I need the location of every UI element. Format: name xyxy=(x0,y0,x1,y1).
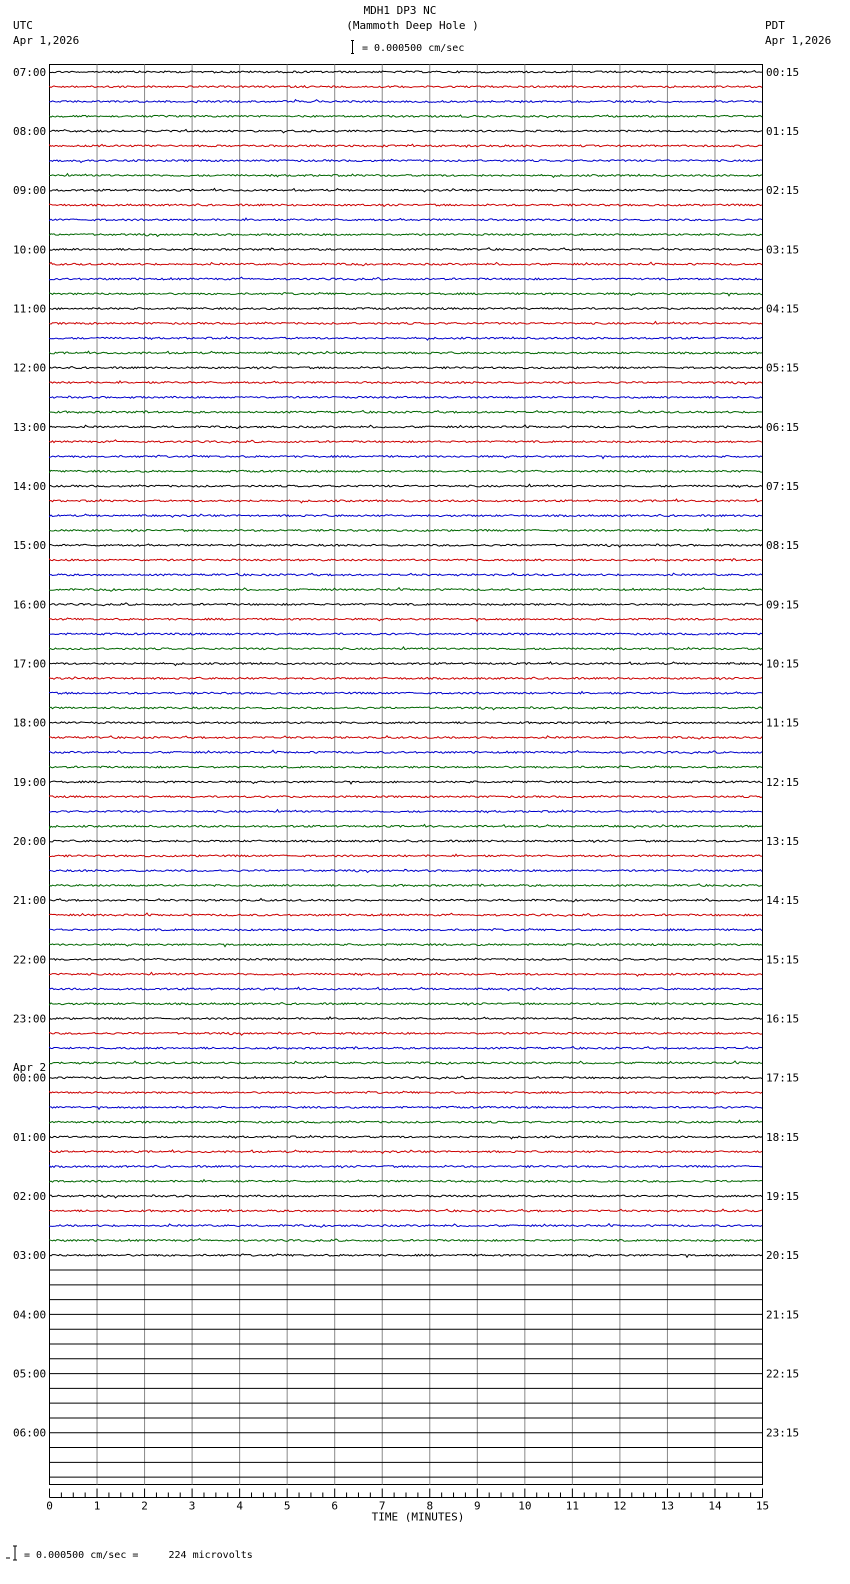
x-tick-label: 3 xyxy=(188,1499,196,1513)
right-hour-label: 16:15 xyxy=(766,1012,800,1026)
trace-65 xyxy=(50,1032,763,1035)
trace-72 xyxy=(50,1136,763,1139)
right-hour-label: 00:15 xyxy=(766,65,800,79)
x-tick-label: 12 xyxy=(613,1499,627,1513)
right-hour-label: 11:15 xyxy=(766,716,800,730)
x-tick-label: 14 xyxy=(708,1499,722,1513)
trace-80 xyxy=(50,1254,763,1257)
right-hour-label: 09:15 xyxy=(766,598,800,612)
right-hour-label: 07:15 xyxy=(766,480,800,494)
trace-58 xyxy=(50,929,763,931)
right-hour-label: 12:15 xyxy=(766,775,800,789)
trace-15 xyxy=(50,293,763,296)
x-tick-label: 4 xyxy=(236,1499,243,1513)
right-hour-label: 10:15 xyxy=(766,657,800,671)
trace-67 xyxy=(50,1061,763,1065)
footer-scale-icon xyxy=(5,1545,19,1561)
trace-10 xyxy=(50,218,763,221)
trace-2 xyxy=(50,100,763,103)
left-hour-label: 06:00 xyxy=(13,1426,47,1440)
right-hour-label: 13:15 xyxy=(766,835,800,849)
trace-69 xyxy=(50,1091,763,1094)
left-hour-label: 15:00 xyxy=(13,539,47,553)
right-hour-label: 21:15 xyxy=(766,1308,800,1322)
x-tick-label: 11 xyxy=(565,1499,579,1513)
trace-7 xyxy=(50,174,763,178)
trace-28 xyxy=(50,484,763,487)
trace-0 xyxy=(50,71,763,73)
trace-35 xyxy=(50,588,763,592)
trace-40 xyxy=(50,662,763,666)
x-tick-label: 1 xyxy=(93,1499,101,1513)
trace-51 xyxy=(50,825,763,829)
right-date: Apr 1,2026 xyxy=(765,34,832,47)
trace-55 xyxy=(50,884,763,887)
left-hour-label: 20:00 xyxy=(13,835,47,849)
right-hour-label: 19:15 xyxy=(766,1190,800,1204)
left-hour-label: 18:00 xyxy=(13,716,47,730)
left-hour-label: 08:00 xyxy=(13,125,47,139)
trace-30 xyxy=(50,514,763,517)
trace-3 xyxy=(50,115,763,118)
trace-47 xyxy=(50,766,763,768)
trace-8 xyxy=(50,188,763,191)
trace-26 xyxy=(50,455,763,458)
trace-29 xyxy=(50,499,763,503)
x-tick-label: 6 xyxy=(331,1499,339,1513)
left-hour-label: 01:00 xyxy=(13,1130,47,1144)
left-hour-label: 02:00 xyxy=(13,1190,47,1204)
left-hour-label: 17:00 xyxy=(13,657,47,671)
station-code: MDH1 DP3 NC xyxy=(363,4,437,17)
trace-63 xyxy=(50,1003,763,1006)
right-hour-label: 02:15 xyxy=(766,184,800,198)
trace-4 xyxy=(50,129,763,132)
trace-79 xyxy=(50,1239,763,1242)
station-name: (Mammoth Deep Hole ) xyxy=(346,19,479,32)
x-tick-label: 7 xyxy=(378,1499,386,1513)
trace-13 xyxy=(50,262,763,266)
trace-24 xyxy=(50,425,763,429)
trace-61 xyxy=(50,972,763,976)
left-hour-label: 09:00 xyxy=(13,184,47,198)
x-axis-title: TIME (MINUTES) xyxy=(371,1510,465,1524)
right-hour-label: 05:15 xyxy=(766,361,800,375)
date-change-label: Apr 2 xyxy=(13,1061,47,1074)
trace-57 xyxy=(50,913,763,916)
trace-25 xyxy=(50,440,763,443)
trace-18 xyxy=(50,337,763,340)
right-hour-label: 20:15 xyxy=(766,1249,800,1263)
trace-11 xyxy=(50,233,763,236)
x-tick-label: 2 xyxy=(141,1499,148,1513)
trace-64 xyxy=(50,1017,763,1020)
trace-59 xyxy=(50,944,763,947)
trace-9 xyxy=(50,204,763,207)
x-tick-label: 9 xyxy=(473,1499,481,1513)
trace-71 xyxy=(50,1120,763,1123)
trace-41 xyxy=(50,677,763,680)
left-timezone: UTC xyxy=(13,19,33,32)
trace-12 xyxy=(50,248,763,251)
trace-52 xyxy=(50,840,763,843)
trace-36 xyxy=(50,603,763,606)
trace-77 xyxy=(50,1209,763,1212)
trace-14 xyxy=(50,277,763,280)
left-hour-label: 11:00 xyxy=(13,302,47,316)
trace-54 xyxy=(50,869,763,872)
right-hour-label: 06:15 xyxy=(766,420,800,434)
trace-19 xyxy=(50,351,763,354)
trace-5 xyxy=(50,144,763,147)
trace-73 xyxy=(50,1150,763,1153)
x-tick-label: 10 xyxy=(518,1499,532,1513)
right-timezone: PDT xyxy=(765,19,785,32)
right-hour-label: 01:15 xyxy=(766,125,800,139)
left-hour-label: 10:00 xyxy=(13,243,47,257)
trace-66 xyxy=(50,1047,763,1050)
x-tick-label: 15 xyxy=(755,1499,770,1513)
left-hour-label: 22:00 xyxy=(13,953,47,967)
right-hour-label: 14:15 xyxy=(766,894,800,908)
trace-75 xyxy=(50,1180,763,1183)
trace-33 xyxy=(50,559,763,561)
trace-16 xyxy=(50,308,763,310)
left-hour-label: 03:00 xyxy=(13,1249,47,1263)
footer-scale-text: = 0.000500 cm/sec = 224 microvolts xyxy=(24,1550,253,1561)
left-hour-label: 19:00 xyxy=(13,775,47,789)
right-hour-label: 15:15 xyxy=(766,953,800,967)
left-hour-label: 13:00 xyxy=(13,420,47,434)
trace-21 xyxy=(50,381,763,384)
left-date: Apr 1,2026 xyxy=(13,34,80,47)
left-hour-label: 04:00 xyxy=(13,1308,47,1322)
x-tick-label: 8 xyxy=(426,1499,434,1513)
right-hour-label: 03:15 xyxy=(766,243,800,257)
trace-60 xyxy=(50,958,763,960)
trace-39 xyxy=(50,647,763,650)
trace-48 xyxy=(50,781,763,784)
trace-38 xyxy=(50,633,763,635)
trace-50 xyxy=(50,810,763,813)
left-hour-label: 16:00 xyxy=(13,598,47,612)
trace-76 xyxy=(50,1195,763,1198)
trace-34 xyxy=(50,573,763,576)
trace-22 xyxy=(50,396,763,398)
trace-17 xyxy=(50,322,763,325)
x-tick-label: 5 xyxy=(283,1499,291,1513)
left-hour-label: 05:00 xyxy=(13,1367,47,1381)
trace-42 xyxy=(50,692,763,695)
trace-44 xyxy=(50,721,763,723)
right-hour-label: 23:15 xyxy=(766,1426,800,1440)
left-hour-label: 12:00 xyxy=(13,361,47,375)
trace-20 xyxy=(50,367,763,370)
trace-32 xyxy=(50,544,763,547)
right-hour-label: 04:15 xyxy=(766,302,800,316)
x-tick-label: 13 xyxy=(660,1499,675,1513)
scale-text: = 0.000500 cm/sec xyxy=(362,43,465,54)
trace-1 xyxy=(50,86,763,88)
trace-45 xyxy=(50,736,763,739)
left-hour-label: 14:00 xyxy=(13,480,47,494)
x-tick-label: 0 xyxy=(46,1499,53,1513)
trace-27 xyxy=(50,470,763,472)
trace-68 xyxy=(50,1076,763,1079)
trace-70 xyxy=(50,1106,763,1109)
trace-23 xyxy=(50,410,763,413)
left-hour-label: 23:00 xyxy=(13,1012,47,1026)
left-hour-label: 07:00 xyxy=(13,65,47,79)
trace-62 xyxy=(50,987,763,990)
left-hour-label: 21:00 xyxy=(13,894,47,908)
trace-56 xyxy=(50,899,763,902)
trace-6 xyxy=(50,159,763,162)
trace-46 xyxy=(50,750,763,753)
right-hour-label: 22:15 xyxy=(766,1367,800,1381)
trace-49 xyxy=(50,795,763,797)
plot-frame xyxy=(50,65,763,1485)
trace-74 xyxy=(50,1165,763,1168)
trace-53 xyxy=(50,854,763,857)
right-hour-label: 17:15 xyxy=(766,1071,800,1085)
left-hour-label: 00:00 xyxy=(13,1071,47,1085)
right-hour-label: 18:15 xyxy=(766,1130,800,1144)
right-hour-label: 08:15 xyxy=(766,539,800,553)
trace-31 xyxy=(50,529,763,532)
trace-43 xyxy=(50,707,763,710)
trace-37 xyxy=(50,618,763,621)
trace-78 xyxy=(50,1224,763,1228)
